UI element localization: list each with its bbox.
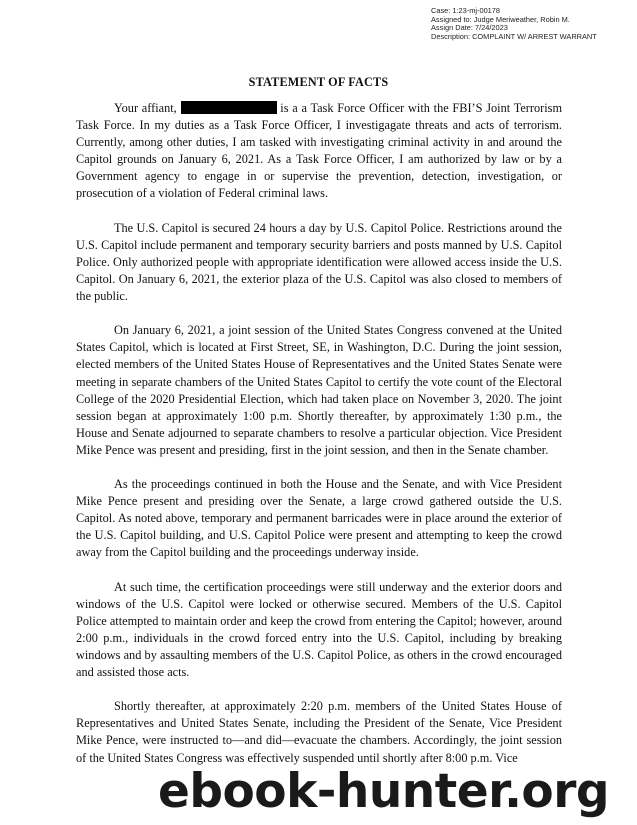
paragraph-evacuation: Shortly thereafter, at approximately 2:20 p.m. members of the United States House of Representatives and United States Senate, including the President of the Senate, Vice President Mike Pence, were instructed to—and did—evacuate the chambers. Accordingly, the joint session of the United States Congress was effectively suspended until shortly after 8:00 p.m. Vice	[76, 699, 562, 765]
paragraph-affiant-lead: Your affiant,	[114, 101, 177, 115]
page-title: STATEMENT OF FACTS	[248, 75, 389, 89]
redaction-box	[181, 101, 277, 114]
case-number: Case: 1:23-mj-00178	[431, 6, 501, 15]
paragraph-affiant	[76, 100, 562, 203]
assign-date: Assign Date: 7/24/2023	[431, 23, 508, 33]
paragraph-affiant-rest: is a a Task Force Officer with the FBI’S Joint Terrorism Task Force. In my duties as a Task Force Officer, I investigagate threats and acts of terrorism. Currently, among other duties, I am tasked with investigating criminal activity in and around the Capitol grounds on January 6, 2021. As a Task Force Officer, I am authorized by law or by a Government agency to engage in or supervise the prevention, detection, investigation, or prosecution of a violation of Federal criminal laws.	[76, 101, 563, 201]
paragraph-proceedings: As the proceedings continued in both the House and the Senate, and with Vice President Mike Pence present and presiding over the Senate, a large crowd gathered outside the U.S. Capitol. As noted above, temporary and permanent barricades were in place around the exterior of the U.S. Capitol building, and U.S. Capitol Police were present and attempting to keep the crowd away from the Capitol building and the proceedings underway inside.	[76, 477, 562, 560]
watermark-text: ebook-hunter.org	[158, 764, 610, 819]
paragraph-capitol-security: The U.S. Capitol is secured 24 hours a day by U.S. Capitol Police. Restrictions around the U.S. Capitol include permanent and temporary security barriers and posts manned by U.S. Capitol Police. Only authorized people with appropriate identification were allowed access inside the U.S. Capitol. On January 6, 2021, the exterior plaza of the U.S. Capitol was also closed to members of the public.	[76, 220, 562, 304]
case-info-stamp	[431, 7, 597, 41]
case-description: Description: COMPLAINT W/ ARREST WARRANT	[431, 31, 597, 41]
paragraph-forced-entry: At such time, the certification proceedings were still underway and the exterior doors and windows of the U.S. Capitol were locked or otherwise secured. Members of the U.S. Capitol Police attempted to maintain order and keep the crowd from entering the Capitol; however, around 2:00 p.m., individuals in the crowd forced entry into the U.S. Capitol, including by breaking windows and by assaulting members of the U.S. Capitol Police, as others in the crowd encouraged and assisted those acts.	[76, 579, 562, 680]
document-body	[76, 100, 562, 767]
paragraph-joint-session: On January 6, 2021, a joint session of the United States Congress convened at the United States Capitol, which is located at First Street, SE, in Washington, D.C. During the joint session, elected members of the United States House of Representatives and the United States Senate were meeting in separate chambers of the United States Capitol to certify the vote count of the Electoral College of the 2020 Presidential Election, which had taken place on November 3, 2020. The joint session began at approximately 1:00 p.m. Shortly thereafter, by approximately 1:30 p.m., the House and Senate adjourned to separate chambers to resolve a particular objection. Vice President Mike Pence was present and presiding, first in the joint session, and then in the Senate chamber.	[76, 323, 562, 457]
assigned-judge: Assigned to: Judge Meriweather, Robin M.	[431, 14, 570, 24]
